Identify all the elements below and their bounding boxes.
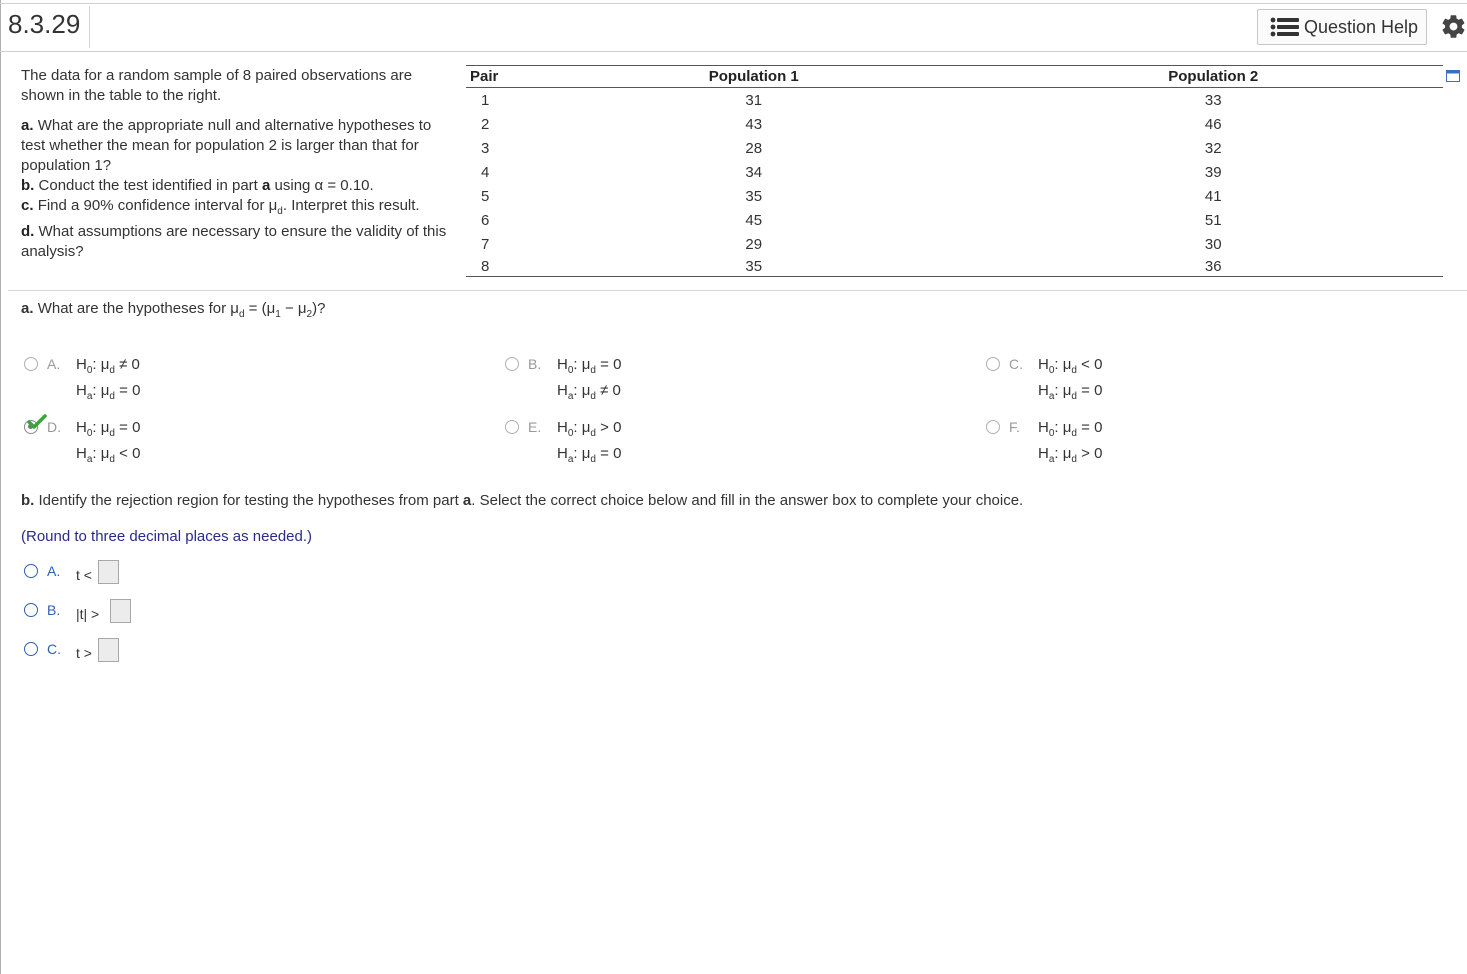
radio-option-c[interactable] [986,357,1000,371]
table-row: 1 31 33 [481,91,1222,109]
radio-option-f[interactable] [986,420,1000,434]
hypothesis-option-b[interactable]: B. $H_0$: $\mu_d = 0$ $H_a$: $\mu_d \ne 0$ [505,356,805,406]
ha-line: $H_a$: $\mu_d < 0$ [76,445,141,465]
popout-table-icon[interactable] [1446,69,1460,86]
settings-gear-icon[interactable] [1440,13,1467,44]
question-help-label: Question Help [1304,16,1419,37]
list-icon [1270,17,1300,37]
problem-part-b: b. Conduct the test identified in part a using α = 0.10. [21,177,374,194]
hypothesis-option-e[interactable]: E. $H_0$: $\mu_d > 0$ $H_a$: $\mu_d = 0$ [505,419,805,469]
h0-line: $H_0$: $\mu_d = 0$ [557,356,622,376]
rejection-expr-c: t > [76,645,92,661]
h0-line: $H_0$: $\mu_d \ne 0$ [76,356,140,376]
radio-option-a[interactable] [24,357,38,371]
question-number: 8.3.29 [8,9,81,39]
hypothesis-option-a[interactable]: A. $H_0$: $\mu_d \ne 0$ $H_a$: $\mu_d = 0$ [24,356,324,406]
h0-line: $H_0$: $\mu_d = 0$ [1038,419,1103,439]
ha-line: $H_a$: $\mu_d = 0$ [557,445,622,465]
table-row: 7 29 30 [481,235,1222,253]
ha-line: $H_a$: $\mu_d = 0$ [1038,382,1103,402]
radio-rejection-b[interactable] [24,603,38,617]
rejection-option-c[interactable]: C. t > [24,638,144,666]
answer-box-a[interactable] [98,560,119,584]
rejection-expr-a: t < [76,567,92,583]
header-divider [0,51,1467,52]
hypothesis-option-c[interactable]: C. $H_0$: $\mu_d < 0$ $H_a$: $\mu_d = 0$ [986,356,1286,406]
section-divider [8,290,1467,291]
answer-box-b[interactable] [110,599,131,623]
rejection-option-b[interactable]: B. |t| > [24,599,144,627]
table-row: 2 43 46 [481,115,1222,133]
radio-rejection-a[interactable] [24,564,38,578]
table-header-population-1: Population 1 [524,66,984,88]
radio-option-e[interactable] [505,420,519,434]
problem-part-a: a. What are the appropriate null and alternative hypotheses to test whether the mean for population 2 is larger than that for population 1? [21,117,432,174]
rounding-instruction: (Round to three decimal places as needed.) [21,528,313,545]
answer-box-c[interactable] [98,638,119,662]
question-b-prompt: b. Identify the rejection region for testing the hypotheses from part a. Select the correct choice below and fill in the answer box to complete your choice. [21,492,1024,509]
table-row: 4 34 39 [481,163,1222,181]
window-left-border [0,0,1,974]
ha-line: $H_a$: $\mu_d \ne 0$ [557,382,621,402]
ha-line: $H_a$: $\mu_d > 0$ [1038,445,1103,465]
question-help-button[interactable] [1257,9,1427,45]
rejection-expr-b: |t| > [76,606,100,622]
h0-line: $H_0$: $\mu_d = 0$ [76,419,141,439]
table-row: 5 35 41 [481,187,1222,205]
h0-line: $H_0$: $\mu_d > 0$ [557,419,622,439]
header-separator [89,6,90,48]
table-row: 3 28 32 [481,139,1222,157]
problem-part-d: d. What assumptions are necessary to ensure the validity of this analysis? [21,223,447,260]
problem-statement [21,66,453,262]
table-row: 6 45 51 [481,211,1222,229]
question-a-prompt: a. What are the hypotheses for $\mu_d = (\mu_1 - \mu_2)$? [21,300,326,320]
paired-data-table [466,65,1443,277]
problem-part-c: c. Find a 90% confidence interval for $\mu_d$. Interpret this result. [21,197,420,217]
hypothesis-option-d[interactable]: D. $H_0$: $\mu_d = 0$ $H_a$: $\mu_d < 0$ [24,419,324,469]
table-row: 8 35 36 [466,256,1443,277]
window-top-border [0,3,1467,4]
radio-rejection-c[interactable] [24,642,38,656]
problem-intro: The data for a random sample of 8 paired observations are shown in the table to the right. [21,67,413,104]
rejection-option-a[interactable]: A. t < [24,560,144,588]
h0-line: $H_0$: $\mu_d < 0$ [1038,356,1103,376]
table-header-pair: Pair [466,66,524,88]
ha-line: $H_a$: $\mu_d = 0$ [76,382,141,402]
table-header-population-2: Population 2 [984,66,1444,88]
correct-check-icon [27,414,47,430]
hypothesis-option-f[interactable]: F. $H_0$: $\mu_d = 0$ $H_a$: $\mu_d > 0$ [986,419,1286,469]
radio-option-b[interactable] [505,357,519,371]
